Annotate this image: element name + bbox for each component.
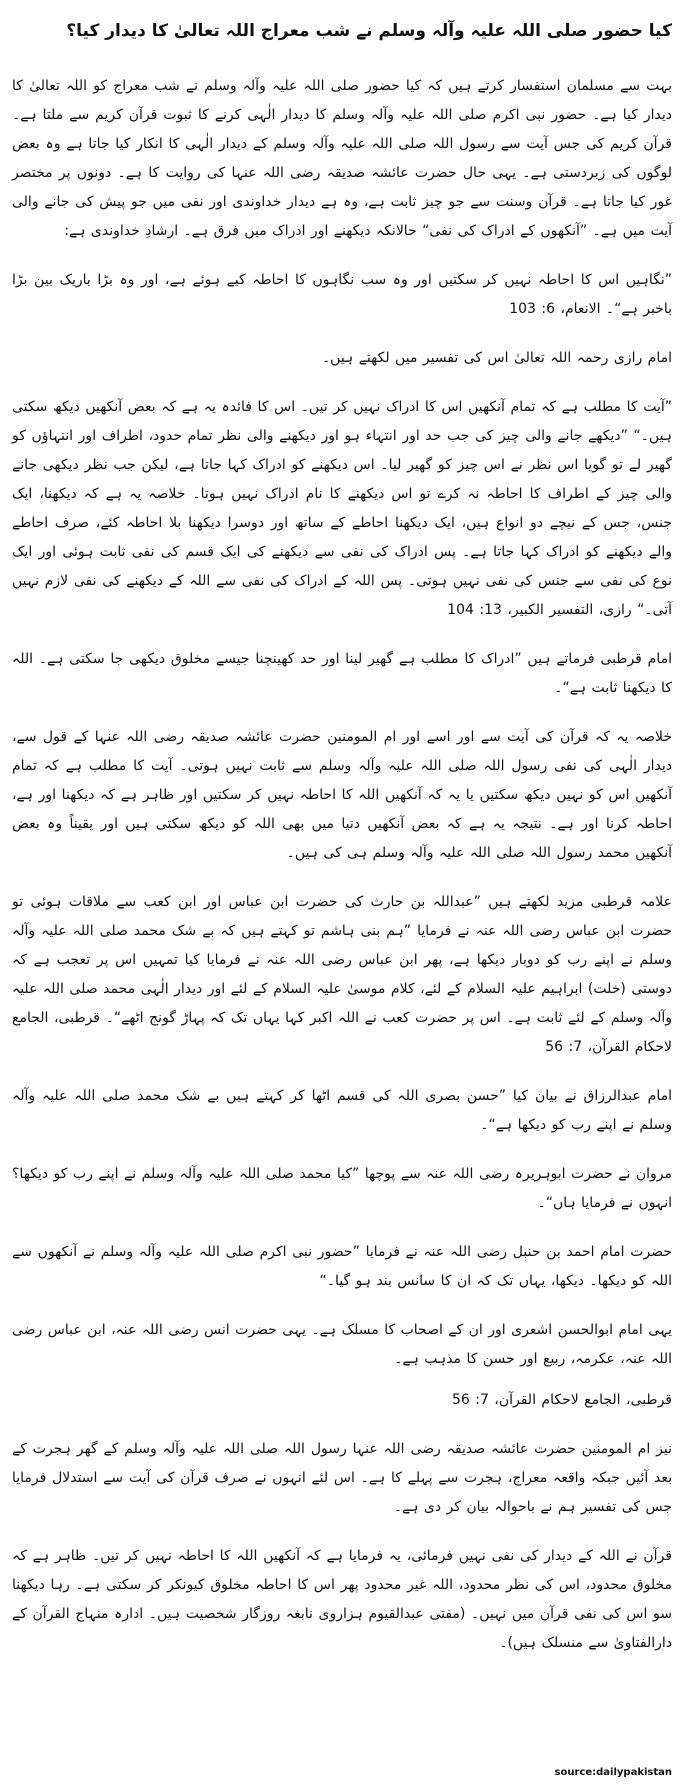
article-paragraph-intro: بہت سے مسلمان استفسار کرتے ہیں کہ کیا حضور صلی اللہ علیہ وآلہ وسلم نے شب معراج کو اللہ تعالیٰ کا دیدار کیا ہے۔ حضور نبی اکرم صلی اللہ علیہ وآلہ وسلم کا دیدار الٰہی کرنے کا ثبوت قرآن کریم سے ملتا ہے۔ قرآن کریم کی جس آیت سے رسول اللہ صلی اللہ علیہ وآلہ وسلم کے دیدار الٰہی کا انکار کیا جاتا ہے وہ بعض لوگوں کی زبردستی ہے۔ یہی حال حضرت عائشہ صدیقہ رضی اللہ عنہا کی روایت کا ہے۔ دونوں پر مختصر غور کیا جاتا ہے۔ قرآن وسنت سے جو چیز ثابت ہے، وہ ہے دیدار خداوندی اور نفی میں جو پیش کی جانے والی آیت میں ہے۔ ”آنکھوں کے ادراک کی نفی“ حالانکہ دیکھنے اور ادراک میں فرق ہے۔ ارشادِ خداوندی ہے: (12, 78, 672, 239)
article-paragraph-qurtubi: امام قرطبی فرماتے ہیں ”ادراک کا مطلب ہے گھیر لینا اور حد کھینچنا جیسے مخلوق دیکھی جا سکتی ہے۔ اللہ کا دیکھنا ثابت ہے“۔ (12, 651, 672, 696)
article-paragraph-razi-intro: امام رازی رحمہ اللہ تعالیٰ اس کی تفسیر میں لکھتے ہیں۔ (321, 350, 672, 366)
article-paragraph-razi-tafsir: ”آیت کا مطلب ہے کہ تمام آنکھیں اس کا ادراک نہیں کر تیں۔ اس کا فائدہ یہ ہے کہ بعض آنکھیں دیکھ سکتی ہیں۔“ ”دیکھے جانے والی چیز کی جب حد اور انتہاء ہو اور دیکھنے والی نظر تمام حدود، اطراف اور انتہاؤں کو گھیر لے تو گویا اس نظر نے اس چیز کو گھیر لیا۔ اس دیکھنے کو ادراک کہا جاتا ہے، لیکن جب نظر دیکھی جانے والی چیز کے اطراف کا احاطہ نہ کرے تو اس دیکھنے کا نام ادراک نہیں ہوتا۔ خلاصہ یہ ہے کہ دیکھنا، ایک جنس، جس کے نیچے دو انواع ہیں، ایک دیکھنا احاطے کے ساتھ اور دوسرا دیکھنا بلا احاطہ کئے، صرف احاطے والے دیکھنے کو ادراک کہا جاتا ہے۔ پس ادراک کی نفی سے دیکھنے کی ایک قسم کی نفی ثابت ہوئی اور ایک نوع کی نفی سے جنس کی نفی نہیں ہوتی۔ پس اللہ کے ادراک کی نفی سے اللہ کے دیکھنے کی نفی لازم نہیں آتی۔“ رازی، التفسیر الکبیر، 13: 104 (12, 399, 672, 618)
article-paragraph-summary: خلاصہ یہ کہ قرآن کی آیت سے اور اسے اور ام المومنین حضرت عائشہ صدیقہ رضی اللہ عنہا کے قول سے، دیدار الٰہی کی نفی رسول اللہ صلی اللہ علیہ وآلہ وسلم سے ثابت نہیں ہوتی۔ آیت کا مطلب ہے کہ تمام آنکھیں اس کو نہیں دیکھ سکتیں یا یہ کہ آنکھیں اللہ کا احاطہ نہیں کر سکتیں اور ظاہر ہے کہ دیکھنا اور ہے، احاطہ کرنا اور ہے۔ نتیجہ یہ ہے کہ بعض آنکھیں دنیا میں بھی اللہ کو دیکھ سکتی ہیں اور یقیناً وہ بعض آنکھیں محمد رسول اللہ صلی اللہ علیہ وآلہ وسلم ہی کی ہیں۔ (12, 729, 672, 861)
article-paragraph-ahmad-bin-hanbal: حضرت امام احمد بن حنبل رضی اللہ عنہ نے فرمایا ”حضور نبی اکرم صلی اللہ علیہ وآلہ وسلم نے آنکھوں سے اللہ کو دیکھا۔ دیکھا، یہاں تک کہ ان کا سانس بند ہو گیا۔“ (12, 1244, 672, 1289)
article-paragraph-quran-verse: ”نگاہیں اس کا احاطہ نہیں کر سکتیں اور وہ سب نگاہوں کا احاطہ کیے ہوئے ہے، اور وہ بڑا باریک بین بڑا باخبر ہے“۔ الانعام، 6: 103 (12, 272, 672, 317)
article-paragraph-conclusion: قرآن نے اللہ کے دیدار کی نفی نہیں فرمائی، یہ فرمایا ہے کہ آنکھیں اللہ کا احاطہ نہیں کر تیں۔ ظاہر ہے کہ مخلوق محدود، اس کی نظر محدود، اللہ غیر محدود پھر اس کا احاطہ مخلوق کیونکر کر سکتی ہے۔ رہا دیکھنا سو اس کی نفی قرآن میں نہیں۔ (مفتی عبدالقیوم ہزاروی نابغہ روزگار شخصیت ہیں۔ ادارہ منہاج القرآن کے دارالفتاویٰ سے منسلک ہیں)۔ (12, 1548, 672, 1651)
article-paragraph-ashari: یہی امام ابوالحسن اشعری اور ان کے اصحاب کا مسلک ہے۔ یہی حضرت انس رضی اللہ عنہ، ابن عباس رضی اللہ عنہ، عکرمہ، ربیع اور حسن کا مذہب ہے۔ (12, 1322, 672, 1367)
article-paragraph-qurtubi-narration: علامہ قرطبی مزید لکھتے ہیں ”عبداللہ بن حارث کی حضرت ابن عباس اور ابن کعب سے ملاقات ہوئی تو حضرت ابن عباس رضی اللہ عنہ نے فرمایا ”ہم بنی ہاشم تو کہتے ہیں کہ بے شک محمد صلی اللہ علیہ وآلہ وسلم نے اپنے رب کو دوبار دیکھا ہے، پھر ابن عباس رضی اللہ عنہ نے فرمایا کیا تمہیں اس پر تعجب ہے کہ دوستی (خلت) ابراہیم علیہ السلام کے لئے، کلام موسیٰ علیہ السلام کے لئے اور دیدار الٰہی محمد صلی اللہ علیہ وآلہ وسلم کے لئے ثابت ہے۔ اس پر حضرت کعب نے اللہ اکبر کہا یہاں تک کہ پہاڑ گونج اٹھے“۔ قرطبی، الجامع لاحکام القرآن، 7: 56 (12, 894, 672, 1055)
article-title: کیا حضور صلی اللہ علیہ وآلہ وسلم نے شب معراج اللہ تعالیٰ کا دیدار کیا؟ (66, 21, 672, 41)
article-paragraph-aisha: نیز ام المومنین حضرت عائشہ صدیقہ رضی اللہ عنہا رسول اللہ صلی اللہ علیہ وآلہ وسلم کے گھر ہجرت کے بعد آئیں جبکہ واقعہ معراج، ہجرت سے پہلے کا ہے۔ اس لئے انہوں نے صرف قرآن کی آیت سے استدلال فرمایا جس کی تفسیر ہم نے باحوالہ بیان کر دی ہے۔ (12, 1441, 672, 1515)
article-paragraph-abdurrazzaq: امام عبدالرزاق نے بیان کیا ”حسن بصری اللہ کی قسم اٹھا کر کہتے ہیں بے شک محمد صلی اللہ علیہ وآلہ وسلم نے اپنے رب کو دیکھا ہے“۔ (12, 1088, 672, 1133)
article-paragraph-marwan: مروان نے حضرت ابوہریرہ رضی اللہ عنہ سے پوچھا ”کیا محمد صلی اللہ علیہ وآلہ وسلم نے اپنے رب کو دیکھا؟ انہوں نے فرمایا ہاں“۔ (12, 1166, 673, 1211)
article-paragraph-citation: قرطبی، الجامع لاحکام القرآن، 7: 56 (451, 1392, 672, 1408)
source-credit: source:dailypakistan (554, 1767, 672, 1778)
